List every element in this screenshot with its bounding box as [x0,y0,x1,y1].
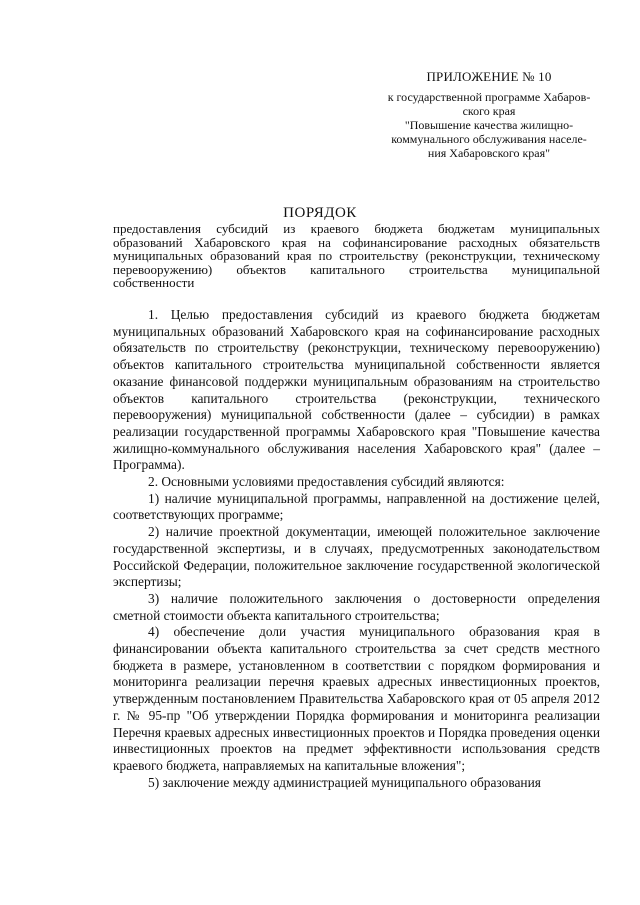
appendix-line: ния Хабаровского края" [427,146,551,160]
appendix-header [378,70,600,160]
paragraph: 4) обеспечение доли участия муниципального образования края в финансировании объекта капитального строительства за счет средств местного бюджета в размере, установленном в соответствии с порядком формирования и мониторинга реализации перечня краевых адресных инвестиционных проектов, утвержденным постановлением Правительства Хабаровского края от 05 апреля 2012 г. № 95-пр "Об утверждении Порядка формирования и мониторинга реализации Перечня краевых адресных инвестиционных проектов и Порядка проведения оценки инвестиционных проектов на предмет эффективности использования средств краевого бюджета, направляемых на капитальные вложения"; [113,624,600,773]
paragraph: 2) наличие проектной документации, имеющей положительное заключение государственной экспертизы, и в случаях, предусмотренных законодательством Российской Федерации, положительное заключение государственной экологической экспертизы; [113,524,600,590]
document-body [113,307,600,791]
paragraph: 2. Основными условиями предоставления субсидий являются: [148,474,505,490]
paragraph: 5) заключение между администрацией муниципального образования [148,774,541,790]
appendix-line: коммунального обслуживания населе- [391,132,587,146]
paragraph: 1. Целью предоставления субсидий из краевого бюджета бюджетам муниципальных образований Хабаровского края на софинансирование расходных обязательств по строительству (реконструкции, техническому перевооружению) объектов капитального строительства муниципальной собственности является оказание финансовой поддержки муниципальным образованиям на строительство объектов капитального строительства (реконструкции, технического перевооружения) муниципальной собственности (далее – субсидии) в рамках реализации государственной программы Хабаровского края "Повышение качества жилищно-коммунального обслуживания населения Хабаровского края" (далее – Программа). [113,307,600,473]
paragraph: 3) наличие положительного заключения о достоверности определения сметной стоимости объекта капитального строительства; [113,590,600,623]
paragraph: 1) наличие муниципальной программы, направленной на достижение целей, соответствующих программе; [113,490,600,523]
document-title: ПОРЯДОК [283,205,357,221]
appendix-line: "Повышение качества жилищно- [404,118,574,132]
appendix-line: к государственной программе Хабаров- [387,90,591,104]
document-subtitle: предоставления субсидий из краевого бюджета бюджетам муниципальных образований Хабаровского края на софинансирование расходных обязательств муниципальных образований края по строительству (реконструкции, техническому перевооружению) объектов капитального строительства муниципальной собственности [113,221,600,291]
appendix-line: ского края [462,104,516,118]
appendix-title: ПРИЛОЖЕНИЕ № 10 [426,69,552,84]
